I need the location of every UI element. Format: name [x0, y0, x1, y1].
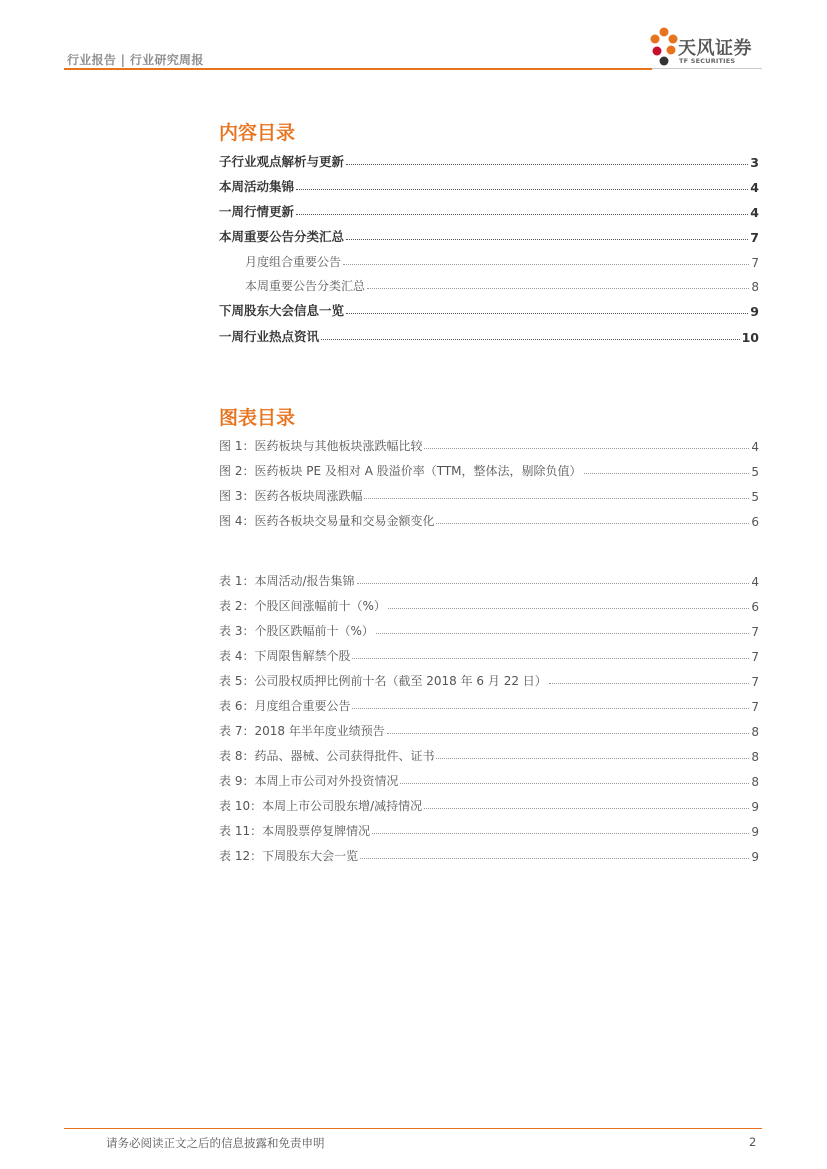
toc-item-page: 7 — [751, 256, 759, 270]
figure-entry-page: 4 — [751, 440, 759, 454]
toc-title: 内容目录 — [219, 122, 296, 144]
table-entry[interactable] — [219, 644, 759, 664]
toc-item-label: 本周活动集锦 — [219, 179, 295, 194]
figure-entry[interactable] — [219, 434, 759, 454]
dot-leader — [436, 757, 749, 759]
company-logo — [648, 24, 768, 72]
table-entry[interactable] — [219, 694, 759, 714]
footer-divider — [64, 1128, 762, 1129]
toc-item[interactable] — [219, 325, 759, 345]
logo-subtitle: TF SECURITIES — [679, 57, 736, 65]
table-entry-page: 8 — [751, 775, 759, 789]
table-entry-label: 表 11：本周股票停复牌情况 — [219, 824, 371, 838]
table-entry-label: 表 7：2018 年半年度业绩预告 — [219, 724, 385, 738]
figure-entry[interactable] — [219, 484, 759, 504]
table-entry-page: 7 — [751, 625, 759, 639]
toc-item-page: 4 — [750, 205, 759, 220]
dot-leader — [360, 857, 749, 859]
table-entry-page: 6 — [751, 600, 759, 614]
figure-entry-page: 6 — [751, 515, 759, 529]
table-entry[interactable] — [219, 619, 759, 639]
table-entry[interactable] — [219, 719, 759, 739]
dot-leader — [549, 682, 750, 684]
dot-leader — [321, 338, 740, 340]
toc-item-label: 一周行业热点资讯 — [219, 329, 320, 344]
table-entry-label: 表 1：本周活动/报告集锦 — [219, 574, 355, 588]
toc-item[interactable] — [219, 225, 759, 245]
toc-item-label: 本周重要公告分类汇总 — [219, 229, 345, 244]
table-entry-page: 8 — [751, 750, 759, 764]
toc-subitem[interactable] — [245, 274, 759, 294]
table-entry-label: 表 3：个股区跌幅前十（%） — [219, 624, 374, 638]
figure-entry[interactable] — [219, 459, 759, 479]
dot-leader — [584, 472, 750, 474]
table-entry[interactable] — [219, 744, 759, 764]
toc-item-page: 4 — [750, 180, 759, 195]
table-entry-page: 4 — [751, 575, 759, 589]
toc-item[interactable] — [219, 175, 759, 195]
toc-item-label: 下周股东大会信息一览 — [219, 303, 345, 318]
table-entry-label: 表 2：个股区间涨幅前十（%） — [219, 599, 386, 613]
table-entry-label: 表 6：月度组合重要公告 — [219, 699, 351, 713]
dot-leader — [296, 188, 748, 190]
logo-name: 天风证券 — [678, 38, 752, 59]
figure-entry-label: 图 4：医药各板块交易量和交易金额变化 — [219, 514, 435, 528]
table-entry-label: 表 9：本周上市公司对外投资情况 — [219, 774, 399, 788]
figure-entry-label: 图 2：医药板块 PE 及相对 A 股溢价率（TTM，整体法，剔除负值） — [219, 464, 582, 478]
figure-entry-label: 图 3：医药各板块周涨跌幅 — [219, 489, 363, 503]
table-entry[interactable] — [219, 844, 759, 864]
figure-entry-page: 5 — [751, 490, 759, 504]
dot-leader — [400, 782, 749, 784]
dot-leader — [436, 522, 749, 524]
toc-item-page: 10 — [741, 330, 759, 345]
dot-leader — [357, 582, 750, 584]
toc-item[interactable] — [219, 299, 759, 319]
dot-leader — [343, 263, 749, 265]
table-entry-label: 表 5：公司股权质押比例前十名（截至 2018 年 6 月 22 日） — [219, 674, 547, 688]
table-entry[interactable] — [219, 569, 759, 589]
dot-leader — [367, 287, 749, 289]
toc-item-page: 7 — [750, 230, 759, 245]
toc-item-page: 9 — [750, 304, 759, 319]
table-entry-label: 表 4：下周限售解禁个股 — [219, 649, 351, 663]
dot-leader — [346, 312, 748, 314]
figure-entry-page: 5 — [751, 465, 759, 479]
table-entry-page: 9 — [751, 850, 759, 864]
table-entry-page: 9 — [751, 800, 759, 814]
footer-disclaimer: 请务必阅读正文之后的信息披露和免责申明 — [106, 1136, 325, 1150]
table-entry-page: 8 — [751, 725, 759, 739]
table-entry-label: 表 12：下周股东大会一览 — [219, 849, 359, 863]
report-category: 行业报告 | 行业研究周报 — [67, 53, 204, 67]
figures-toc-title: 图表目录 — [219, 407, 296, 429]
table-entry-label: 表 10：本周上市公司股东增/减持情况 — [219, 799, 423, 813]
table-entry[interactable] — [219, 794, 759, 814]
header-accent-divider — [64, 68, 652, 70]
table-entry-page: 7 — [751, 675, 759, 689]
table-entry[interactable] — [219, 769, 759, 789]
toc-item-label: 月度组合重要公告 — [245, 255, 342, 269]
dot-leader — [296, 213, 748, 215]
toc-subitem[interactable] — [245, 250, 759, 270]
dot-leader — [372, 832, 749, 834]
toc-item[interactable] — [219, 200, 759, 220]
toc-item-label: 本周重要公告分类汇总 — [245, 279, 366, 293]
dot-leader — [424, 807, 749, 809]
toc-item-label: 一周行情更新 — [219, 204, 295, 219]
table-entry-page: 7 — [751, 650, 759, 664]
figure-entry[interactable] — [219, 509, 759, 529]
dot-leader — [388, 607, 750, 609]
dot-leader — [352, 707, 749, 709]
flower-logo-icon — [648, 24, 678, 70]
dot-leader — [352, 657, 749, 659]
dot-leader — [376, 632, 750, 634]
page-number: 2 — [749, 1135, 757, 1149]
toc-item-label: 子行业观点解析与更新 — [219, 154, 345, 169]
toc-item-page: 3 — [750, 155, 759, 170]
toc-item[interactable] — [219, 150, 759, 170]
dot-leader — [424, 447, 749, 449]
table-entry[interactable] — [219, 819, 759, 839]
dot-leader — [387, 732, 750, 734]
dot-leader — [346, 238, 748, 240]
table-entry-page: 9 — [751, 825, 759, 839]
table-entry[interactable] — [219, 594, 759, 614]
dot-leader — [364, 497, 749, 499]
table-entry-label: 表 8：药品、器械、公司获得批件、证书 — [219, 749, 435, 763]
table-entry-page: 7 — [751, 700, 759, 714]
dot-leader — [346, 163, 748, 165]
table-entry[interactable] — [219, 669, 759, 689]
figure-entry-label: 图 1：医药板块与其他板块涨跌幅比较 — [219, 439, 423, 453]
toc-item-page: 8 — [751, 280, 759, 294]
